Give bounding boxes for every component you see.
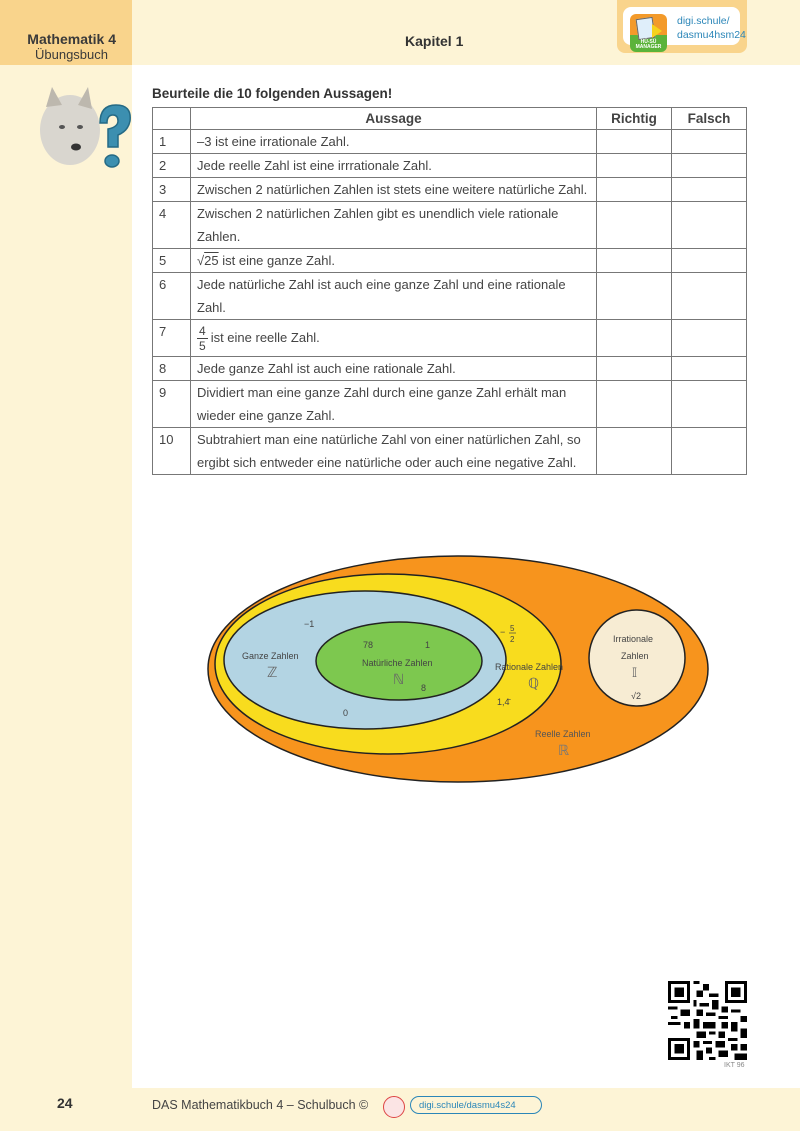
- svg-text:Ganze Zahlen: Ganze Zahlen: [242, 651, 299, 661]
- falsch-cell[interactable]: [672, 178, 747, 202]
- footer-text: DAS Mathematikbuch 4 – Schulbuch ©: [152, 1098, 369, 1112]
- richtig-cell[interactable]: [597, 154, 672, 178]
- table-row: 2 Jede reelle Zahl ist eine irrrationale Zahl.: [153, 154, 747, 178]
- number-sets-diagram: [205, 553, 710, 785]
- task-title: Beurteile die 10 folgenden Aussagen!: [152, 86, 393, 101]
- book-title: Mathematik 4: [27, 31, 116, 47]
- wolf-question-icon: [32, 85, 132, 170]
- statement: √25 ist eine ganze Zahl.: [191, 249, 597, 273]
- page-number: 24: [57, 1095, 73, 1111]
- hu-su-manager-icon: HÜ-SÜ MANAGER: [630, 14, 667, 52]
- publisher-logo-icon: [383, 1096, 405, 1118]
- table-row: 4 Zwischen 2 natürlichen Zahlen gibt es unendlich viele rationale Zahlen.: [153, 202, 747, 249]
- falsch-cell[interactable]: [672, 320, 747, 357]
- statement: Zwischen 2 natürlichen Zahlen gibt es unendlich viele rationale Zahlen.: [191, 202, 597, 249]
- falsch-cell[interactable]: [672, 357, 747, 381]
- svg-text:ℝ: ℝ: [558, 742, 570, 758]
- svg-text:0: 0: [343, 708, 349, 718]
- table-header-row: [153, 108, 747, 130]
- qr-code-label: IKT 96: [724, 1062, 745, 1069]
- chapter-title: Kapitel 1: [405, 33, 464, 49]
- qr-code[interactable]: [668, 981, 747, 1060]
- fraction: $\frac{4}{5}$: [199, 324, 206, 354]
- table-row: 7 $\frac{4}{5}$ ist eine reelle Zahl.: [153, 320, 747, 357]
- statement: Jede ganze Zahl ist auch eine rationale Zahl.: [191, 357, 597, 381]
- svg-text:ℤ: ℤ: [267, 664, 278, 680]
- statement: Jede reelle Zahl ist eine irrrationale Zahl.: [191, 154, 597, 178]
- richtig-cell[interactable]: [597, 273, 672, 320]
- richtig-cell[interactable]: [597, 381, 672, 428]
- svg-text:ℚ: ℚ: [528, 675, 540, 691]
- footer-digi-link[interactable]: digi.schule/dasmu4s24: [410, 1096, 542, 1114]
- statement: $\frac{4}{5}$ ist eine reelle Zahl.: [191, 320, 597, 357]
- statements-table: [152, 107, 747, 475]
- col-aussage: Aussage: [191, 108, 597, 130]
- svg-text:−: −: [500, 627, 506, 637]
- table-row: 9 Dividiert man eine ganze Zahl durch eine ganze Zahl erhält man wieder eine ganze Zahl.: [153, 381, 747, 428]
- statement: Jede natürliche Zahl ist auch eine ganze Zahl und eine rationale Zahl.: [191, 273, 597, 320]
- falsch-cell[interactable]: [672, 249, 747, 273]
- svg-text:√2: √2: [631, 691, 641, 701]
- svg-text:−1: −1: [304, 619, 315, 629]
- richtig-cell[interactable]: [597, 130, 672, 154]
- statement: Subtrahiert man eine natürliche Zahl von einer natürlichen Zahl, so ergibt sich entweder eine natürliche oder auch eine negative Zahl.: [191, 428, 597, 475]
- falsch-cell[interactable]: [672, 273, 747, 320]
- statement: –3 ist eine irrationale Zahl.: [191, 130, 597, 154]
- richtig-cell[interactable]: [597, 428, 672, 475]
- digi-link-box: [617, 0, 747, 53]
- richtig-cell[interactable]: [597, 202, 672, 249]
- svg-text:2: 2: [510, 635, 515, 644]
- statement: Dividiert man eine ganze Zahl durch eine ganze Zahl erhält man wieder eine ganze Zahl.: [191, 381, 597, 428]
- statement: Zwischen 2 natürlichen Zahlen ist stets eine weitere natürliche Zahl.: [191, 178, 597, 202]
- falsch-cell[interactable]: [672, 381, 747, 428]
- svg-text:5: 5: [510, 624, 515, 633]
- table-row: 6 Jede natürliche Zahl ist auch eine ganze Zahl und eine rationale Zahl.: [153, 273, 747, 320]
- svg-text:78: 78: [363, 640, 374, 650]
- book-subtitle: Übungsbuch: [35, 47, 108, 62]
- svg-text:Rationale Zahlen: Rationale Zahlen: [495, 662, 564, 672]
- richtig-cell[interactable]: [597, 320, 672, 357]
- digi-link[interactable]: [623, 7, 746, 50]
- svg-text:ℕ: ℕ: [393, 671, 405, 687]
- falsch-cell[interactable]: [672, 202, 747, 249]
- falsch-cell[interactable]: [672, 428, 747, 475]
- svg-text:Zahlen: Zahlen: [621, 651, 649, 661]
- col-number: [153, 108, 191, 130]
- falsch-cell[interactable]: [672, 154, 747, 178]
- digi-link-text[interactable]: digi.schule/ dasmu4hsm24: [677, 15, 746, 41]
- table-row: 1 –3 ist eine irrationale Zahl.: [153, 130, 747, 154]
- col-richtig: Richtig: [597, 108, 672, 130]
- svg-text:8: 8: [421, 683, 427, 693]
- svg-text:1,4̄: 1,4̄: [497, 697, 510, 707]
- table-row: 8 Jede ganze Zahl ist auch eine rationale Zahl.: [153, 357, 747, 381]
- svg-text:Irrationale: Irrationale: [613, 634, 654, 644]
- richtig-cell[interactable]: [597, 178, 672, 202]
- col-falsch: Falsch: [672, 108, 747, 130]
- falsch-cell[interactable]: [672, 130, 747, 154]
- svg-text:𝕀: 𝕀: [632, 665, 638, 680]
- richtig-cell[interactable]: [597, 249, 672, 273]
- table-row: 10 Subtrahiert man eine natürliche Zahl von einer natürlichen Zahl, so ergibt sich entweder eine natürliche oder auch eine negative Zahl.: [153, 428, 747, 475]
- richtig-cell[interactable]: [597, 357, 672, 381]
- svg-text:Reelle Zahlen: Reelle Zahlen: [535, 729, 591, 739]
- book-header: [0, 0, 132, 65]
- svg-text:Natürliche Zahlen: Natürliche Zahlen: [362, 658, 433, 668]
- svg-text:1: 1: [425, 640, 431, 650]
- table-row: 3 Zwischen 2 natürlichen Zahlen ist stets eine weitere natürliche Zahl.: [153, 178, 747, 202]
- table-row: 5 √25 ist eine ganze Zahl.: [153, 249, 747, 273]
